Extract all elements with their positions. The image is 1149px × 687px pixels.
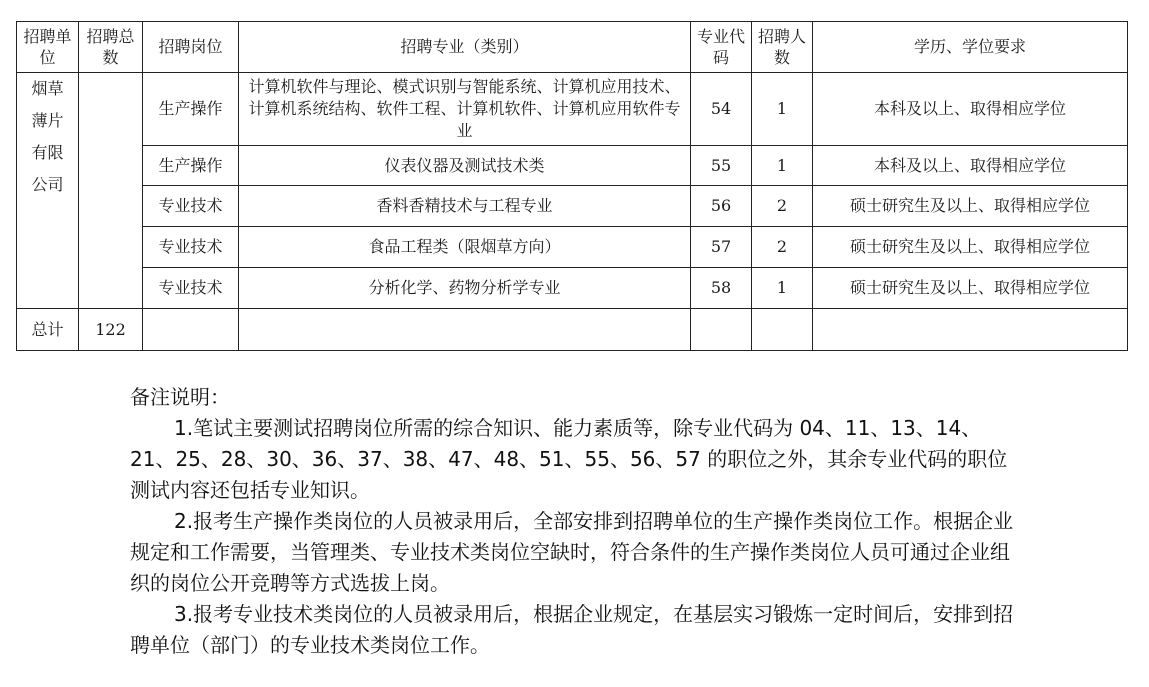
table-row — [17, 146, 1128, 186]
code-cell: 56 — [691, 186, 752, 227]
total-value: 122 — [79, 309, 143, 351]
major-cell: 计算机软件与理论、模式识别与智能系统、计算机应用技术、计算机系统结构、软件工程、计算机软件、计算机应用软件专业 — [239, 73, 691, 146]
count-cell: 1 — [752, 73, 813, 146]
notes-heading: 备注说明： — [130, 385, 230, 409]
header-code: 专业代码 — [691, 22, 752, 73]
empty-cell — [239, 309, 691, 351]
header-total: 招聘总数 — [79, 22, 143, 73]
unit-name-part: 有限 — [31, 143, 64, 162]
empty-cell — [752, 309, 813, 351]
unit-name-part: 公司 — [31, 175, 64, 194]
total-row — [17, 309, 1128, 351]
table-row — [17, 186, 1128, 227]
degree-cell: 本科及以上、取得相应学位 — [813, 146, 1128, 186]
recruitment-table — [16, 21, 1128, 351]
code-cell: 54 — [691, 73, 752, 146]
position-cell: 生产操作 — [143, 146, 239, 186]
header-major: 招聘专业（类别） — [239, 22, 691, 73]
position-cell: 专业技术 — [143, 186, 239, 227]
major-cell: 香料香精技术与工程专业 — [239, 186, 691, 227]
header-unit: 招聘单位 — [17, 22, 79, 73]
note-item: 1.笔试主要测试招聘岗位所需的综合知识、能力素质等，除专业代码为 04、11、13、14、21、25、28、30、36、37、38、47、48、51、55、56、57 的职位之外，其余专业代码的职位测试内容还包括专业知识。 — [130, 416, 1008, 502]
table-row — [17, 268, 1128, 309]
unit-name-part: 薄片 — [31, 111, 64, 130]
unit-name-cell — [17, 73, 79, 309]
notes-section — [130, 382, 1020, 661]
degree-cell: 硕士研究生及以上、取得相应学位 — [813, 268, 1128, 309]
header-degree: 学历、学位要求 — [813, 22, 1128, 73]
major-cell: 分析化学、药物分析学专业 — [239, 268, 691, 309]
count-cell: 2 — [752, 227, 813, 268]
header-position: 招聘岗位 — [143, 22, 239, 73]
code-cell: 58 — [691, 268, 752, 309]
count-cell: 1 — [752, 146, 813, 186]
major-cell: 仪表仪器及测试技术类 — [239, 146, 691, 186]
empty-cell — [691, 309, 752, 351]
count-cell: 2 — [752, 186, 813, 227]
code-cell: 57 — [691, 227, 752, 268]
code-cell: 55 — [691, 146, 752, 186]
degree-cell: 硕士研究生及以上、取得相应学位 — [813, 186, 1128, 227]
empty-cell — [813, 309, 1128, 351]
total-label: 总计 — [17, 309, 79, 351]
unit-name-part: 烟草 — [31, 79, 64, 98]
note-item: 2.报考生产操作类岗位的人员被录用后，全部安排到招聘单位的生产操作类岗位工作。根据企业规定和工作需要，当管理类、专业技术类岗位空缺时，符合条件的生产操作类岗位人员可通过企业组织的岗位公开竞聘等方式选拔上岗。 — [130, 509, 1014, 595]
major-cell: 食品工程类（限烟草方向） — [239, 227, 691, 268]
degree-cell: 本科及以上、取得相应学位 — [813, 73, 1128, 146]
position-cell: 专业技术 — [143, 268, 239, 309]
position-cell: 生产操作 — [143, 73, 239, 146]
count-cell: 1 — [752, 268, 813, 309]
empty-cell — [143, 309, 239, 351]
degree-cell: 硕士研究生及以上、取得相应学位 — [813, 227, 1128, 268]
table-header-row — [17, 22, 1128, 73]
table-row — [17, 73, 1128, 146]
total-blank-cell — [79, 73, 143, 309]
note-item: 3.报考专业技术类岗位的人员被录用后，根据企业规定，在基层实习锻炼一定时间后，安排到招聘单位（部门）的专业技术类岗位工作。 — [130, 602, 1014, 657]
table-row — [17, 227, 1128, 268]
position-cell: 专业技术 — [143, 227, 239, 268]
header-count: 招聘人数 — [752, 22, 813, 73]
